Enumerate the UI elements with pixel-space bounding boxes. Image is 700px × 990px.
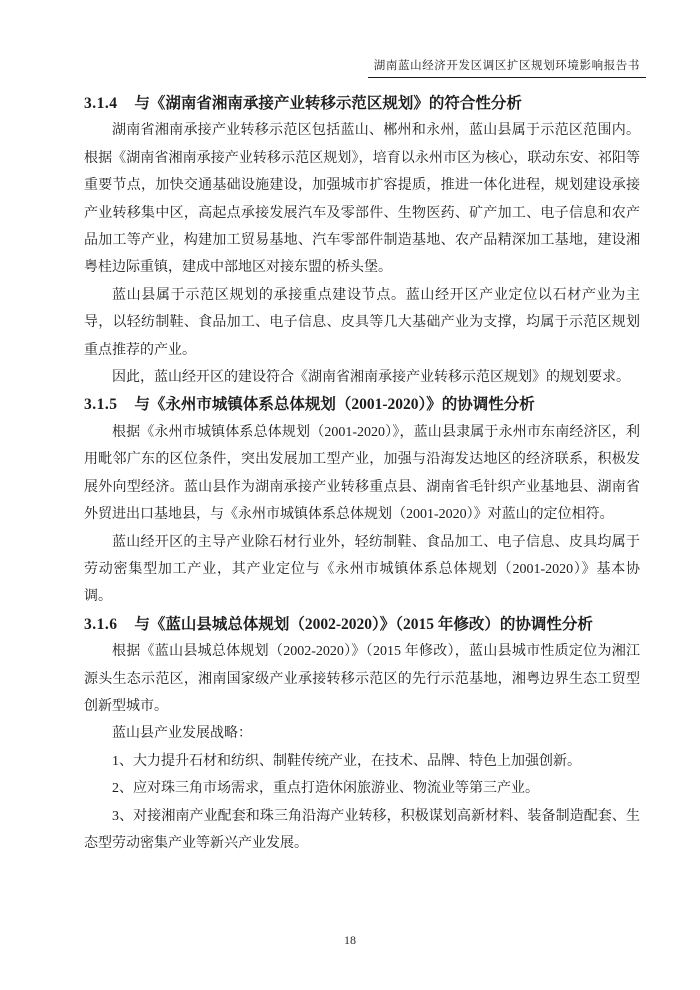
strategy-item-3: 3、对接湘南产业配套和珠三角沿海产业转移，积极谋划高新材料、装备制造配套、生态型劳动密集产业等新兴产业发展。 (84, 808, 640, 851)
body-paragraph: 因此，蓝山经开区的建设符合《湖南省湘南承接产业转移示范区规划》的规划要求。 (112, 370, 630, 386)
section-heading-3-1-5 (84, 391, 640, 418)
running-header-title: 湖南蓝山经济开发区调区扩区规划环境影响报告书 (368, 57, 646, 78)
running-header (368, 56, 646, 78)
page-footer (0, 933, 700, 948)
section-number: 3.1.4 (84, 95, 118, 112)
section-heading-3-1-4 (84, 90, 640, 117)
section-title: 与《永州市城镇体系总体规划（2001-2020）》的协调性分析 (134, 396, 535, 414)
document-body (84, 90, 640, 857)
body-paragraph: 蓝山经开区的主导产业除石材行业外，轻纺制鞋、食品加工、电子信息、皮具均属于劳动密集型加工产业，其产业定位与《永州市城镇体系总体规划（2001-2020）》基本协调。 (84, 534, 640, 605)
section-title: 与《蓝山县城总体规划（2002-2020）》（2015 年修改）的协调性分析 (134, 615, 593, 633)
body-paragraph: 根据《永州市城镇体系总体规划（2001-2020）》，蓝山县隶属于永州市东南经济区，利用毗邻广东的区位条件，突出发展加工型产业，加强与沿海发达地区的经济联系，积极发展外向型经济。蓝山县作为湖南承接产业转移重点县、湖南省毛针织产业基地县、湖南省外贸进出口基地县，与《永州市城镇体系总体规划（2001-2020）》对蓝山的定位相符。 (84, 424, 640, 523)
strategy-item-1: 1、大力提升石材和纺织、制鞋传统产业，在技术、品牌、特色上加强创新。 (112, 753, 581, 769)
section-title: 与《湖南省湘南承接产业转移示范区规划》的符合性分析 (134, 95, 522, 112)
strategy-item-2: 2、应对珠三角市场需求，重点打造休闲旅游业、物流业等第三产业。 (112, 781, 539, 797)
section-heading-3-1-6 (84, 611, 640, 638)
strategy-lead-paragraph: 蓝山县产业发展战略： (112, 726, 252, 742)
body-paragraph: 根据《蓝山县城总体规划（2002-2020）》（2015 年修改），蓝山县城市性质定位为湘江源头生态示范区，湘南国家级产业承接转移示范区的先行示范基地，湘粤边界生态工贸型创新型城市。 (84, 644, 640, 714)
section-number: 3.1.5 (84, 396, 118, 414)
section-number: 3.1.6 (84, 615, 118, 633)
body-paragraph: 蓝山县属于示范区规划的承接重点建设节点。蓝山经开区产业定位以石材产业为主导，以轻纺制鞋、食品加工、电子信息、皮具等几大基础产业为支撑，均属于示范区规划重点推荐的产业。 (84, 287, 640, 358)
body-paragraph: 湖南省湘南承接产业转移示范区包括蓝山、郴州和永州，蓝山县属于示范区范围内。根据《湖南省湘南承接产业转移示范区规划》，培育以永州市区为核心，联动东安、祁阳等重要节点，加快交通基础设施建设，加强城市扩容提质，推进一体化进程，规划建设承接产业转移集中区，高起点承接发展汽车及零部件、生物医药、矿产加工、电子信息和农产品加工等产业，构建加工贸易基地、汽车零部件制造基地、农产品精深加工基地，建设湘粤桂边际重镇，建成中部地区对接东盟的桥头堡。 (84, 123, 640, 276)
page-number: 18 (344, 933, 356, 947)
